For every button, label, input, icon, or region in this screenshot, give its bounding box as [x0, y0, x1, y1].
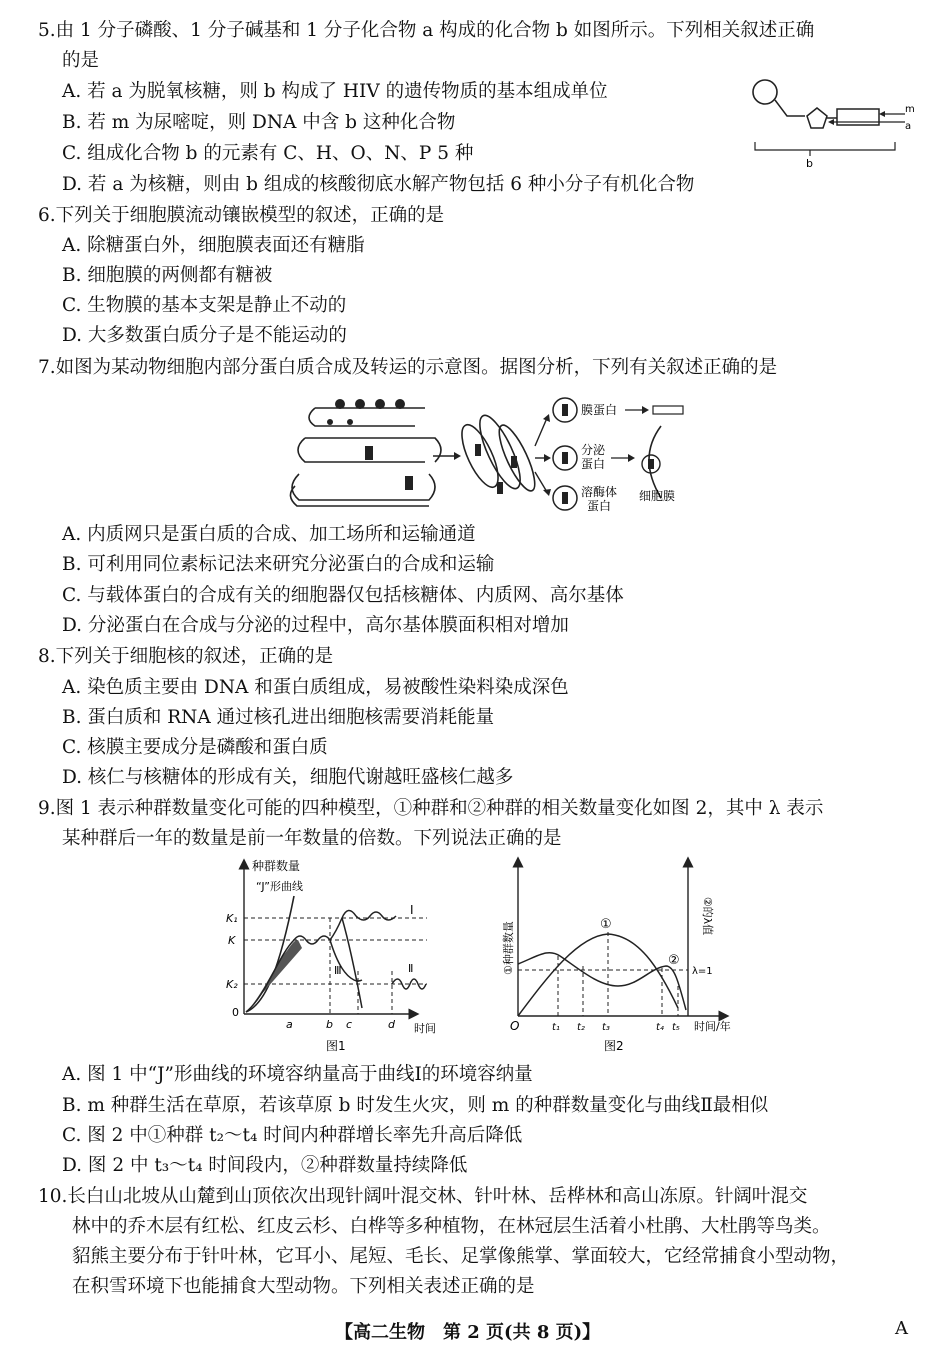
- q5-stem-cont: 的是: [62, 50, 100, 71]
- q6-option-c: C. 生物膜的基本支架是静止不动的: [62, 295, 347, 316]
- q6-stem: 6.下列关于细胞膜流动镶嵌模型的叙述，正确的是: [38, 205, 445, 226]
- label-membrane-protein: 膜蛋白: [581, 403, 618, 417]
- fig1-xlabel: 时间: [414, 1022, 436, 1035]
- fig2-tick-t3: t₃: [602, 1022, 610, 1033]
- fig2-tick-t5: t₅: [672, 1022, 680, 1033]
- fig2-tick-t2: t₂: [577, 1022, 585, 1033]
- nucleotide-diagram: [745, 76, 915, 172]
- brace-b: [755, 142, 895, 150]
- q5-option-b: B. 若 m 为尿嘧啶，则 DNA 中含 b 这种化合物: [62, 112, 456, 133]
- q5-option-a: A. 若 a 为脱氧核糖，则 b 构成了 HIV 的遗传物质的基本组成单位: [62, 81, 608, 102]
- fig2-caption: 图2: [604, 1039, 624, 1053]
- fig2-curve-1: [518, 934, 678, 1016]
- q9-option-d: D. 图 2 中 t₃～t₄ 时间段内，②种群数量持续降低: [62, 1155, 468, 1176]
- q7-option-b: B. 可利用同位素标记法来研究分泌蛋白的合成和运输: [62, 554, 495, 575]
- q8-stem: 8.下列关于细胞核的叙述，正确的是: [38, 646, 334, 667]
- q7-option-a: A. 内质网只是蛋白质的合成、加工场所和运输通道: [62, 524, 476, 545]
- fig1-curve-I: [246, 910, 396, 1012]
- q8-option-a: A. 染色质主要由 DNA 和蛋白质组成，易被酸性染料染成深色: [62, 677, 569, 698]
- footer-page-info: 【高二生物 第 2 页(共 8 页)】: [335, 1322, 601, 1343]
- phosphate-bond: [775, 100, 805, 116]
- q10-line-1: 10.长白山北坡从山麓到山顶依次出现针阔叶混交林、针叶林、岳桦林和高山冻原。针阔叶混交: [38, 1186, 808, 1207]
- fig1-label-III: Ⅲ: [334, 964, 342, 977]
- fig1-k2: K₂: [226, 978, 238, 991]
- fig2-lambda1: λ=1: [692, 966, 713, 977]
- label-lysosome-b: 蛋白: [587, 499, 612, 513]
- fig2-origin: O: [510, 1019, 520, 1033]
- q6-option-b: B. 细胞膜的两侧都有糖被: [62, 265, 273, 286]
- q5-option-c: C. 组成化合物 b 的元素有 C、H、O、N、P 5 种: [62, 143, 474, 164]
- label-cell-membrane: 细胞膜: [639, 489, 676, 503]
- fig1-tick-b: b: [326, 1018, 333, 1031]
- fig2-ylabel-left: ①种群数量: [502, 921, 515, 975]
- fig2-label-2: ②: [668, 953, 680, 968]
- q7-option-c: C. 与载体蛋白的合成有关的细胞器仅包括核糖体、内质网、高尔基体: [62, 585, 624, 606]
- membrane-protein-icon: [653, 406, 683, 414]
- fig2-label-1: ①: [600, 917, 612, 932]
- q10-line-3: 貂熊主要分布于针叶林，它耳小、尾短、毛长、足掌像熊掌、掌面较大，它经常捕食小型动物，: [72, 1246, 850, 1267]
- label-b: b: [806, 157, 813, 170]
- fig1-caption: 图1: [326, 1039, 346, 1053]
- q10-line-2: 林中的乔木层有红松、红皮云杉、白桦等多种植物，在林冠层生活着小杜鹃、大杜鹃等鸟类。: [72, 1216, 831, 1237]
- protein-transport-diagram: [285, 386, 705, 518]
- fig1-shaded-area: [246, 940, 302, 1012]
- fig1-jcurve-label: “J”形曲线: [256, 880, 303, 893]
- q8-option-d: D. 核仁与核糖体的形成有关，细胞代谢越旺盛核仁越多: [62, 767, 514, 788]
- q9-stem-cont: 某种群后一年的数量是前一年数量的倍数。下列说法正确的是: [62, 828, 562, 849]
- ribosomes: [327, 399, 405, 425]
- label-lysosome-a: 溶酶体: [581, 485, 618, 499]
- q9-option-b: B. m 种群生活在草原，若该草原 b 时发生火灾，则 m 的种群数量变化与曲线Ⅱ最相似: [62, 1095, 769, 1116]
- fig1-tick-c: c: [346, 1018, 353, 1031]
- q7-stem: 7.如图为某动物细胞内部分蛋白质合成及转运的示意图。据图分析，下列有关叙述正确的是: [38, 357, 778, 378]
- fig1-curve-III: [342, 918, 362, 1008]
- fig2-tick-t4: t₄: [656, 1022, 664, 1033]
- fig2-ylabel-right: ②的λ值: [701, 896, 714, 936]
- fig2-xlabel: 时间/年: [694, 1020, 731, 1033]
- q5-stem: 5.由 1 分子磷酸、1 分子碱基和 1 分子化合物 a 构成的化合物 b 如图所示。下列相关叙述正确: [38, 20, 815, 41]
- fig1-ylabel: 种群数量: [252, 859, 301, 873]
- fig2-curve-2: [518, 953, 686, 1010]
- er-protein-2: [405, 476, 413, 490]
- q9-option-a: A. 图 1 中“J”形曲线的环境容纳量高于曲线Ⅰ的环境容纳量: [62, 1064, 533, 1085]
- q9-stem: 9.图 1 表示种群数量变化可能的四种模型，①种群和②种群的相关数量变化如图 2，其中 λ 表示: [38, 798, 824, 819]
- sugar-pentagon: [807, 108, 827, 128]
- q9-option-c: C. 图 2 中①种群 t₂～t₄ 时间内种群增长率先升高后降低: [62, 1125, 523, 1146]
- er-protein-1: [365, 446, 373, 460]
- figure-2-population-lambda: [488, 856, 750, 1056]
- q10-line-4: 在积雪环境下也能捕食大型动物。下列相关表述正确的是: [72, 1276, 535, 1297]
- footer-version: A: [895, 1318, 908, 1339]
- q5-option-d: D. 若 a 为核糖，则由 b 组成的核酸彻底水解产物包括 6 种小分子有机化合物: [62, 174, 695, 195]
- q6-option-a: A. 除糖蛋白外，细胞膜表面还有糖脂: [62, 235, 365, 256]
- fig1-zero: 0: [232, 1006, 239, 1019]
- phosphate-circle: [753, 80, 777, 104]
- q6-option-d: D. 大多数蛋白质分子是不能运动的: [62, 325, 347, 346]
- label-a: a: [905, 121, 912, 132]
- fig1-tick-d: d: [388, 1018, 395, 1031]
- fig1-k1: K₁: [226, 912, 238, 925]
- fig1-label-I: Ⅰ: [410, 903, 414, 917]
- figure-1-population-models: [222, 856, 462, 1056]
- label-secretory-a: 分泌: [581, 443, 606, 457]
- fig1-tick-a: a: [286, 1018, 293, 1031]
- label-m: m: [905, 104, 915, 115]
- fig2-tick-t1: t₁: [552, 1022, 560, 1033]
- fig1-label-II: Ⅱ: [408, 962, 414, 975]
- q7-option-d: D. 分泌蛋白在合成与分泌的过程中，高尔基体膜面积相对增加: [62, 615, 569, 636]
- q8-option-c: C. 核膜主要成分是磷酸和蛋白质: [62, 737, 328, 758]
- fig1-k: K: [228, 934, 236, 947]
- label-secretory-b: 蛋白: [581, 457, 606, 471]
- q8-option-b: B. 蛋白质和 RNA 通过核孔进出细胞核需要消耗能量: [62, 707, 495, 728]
